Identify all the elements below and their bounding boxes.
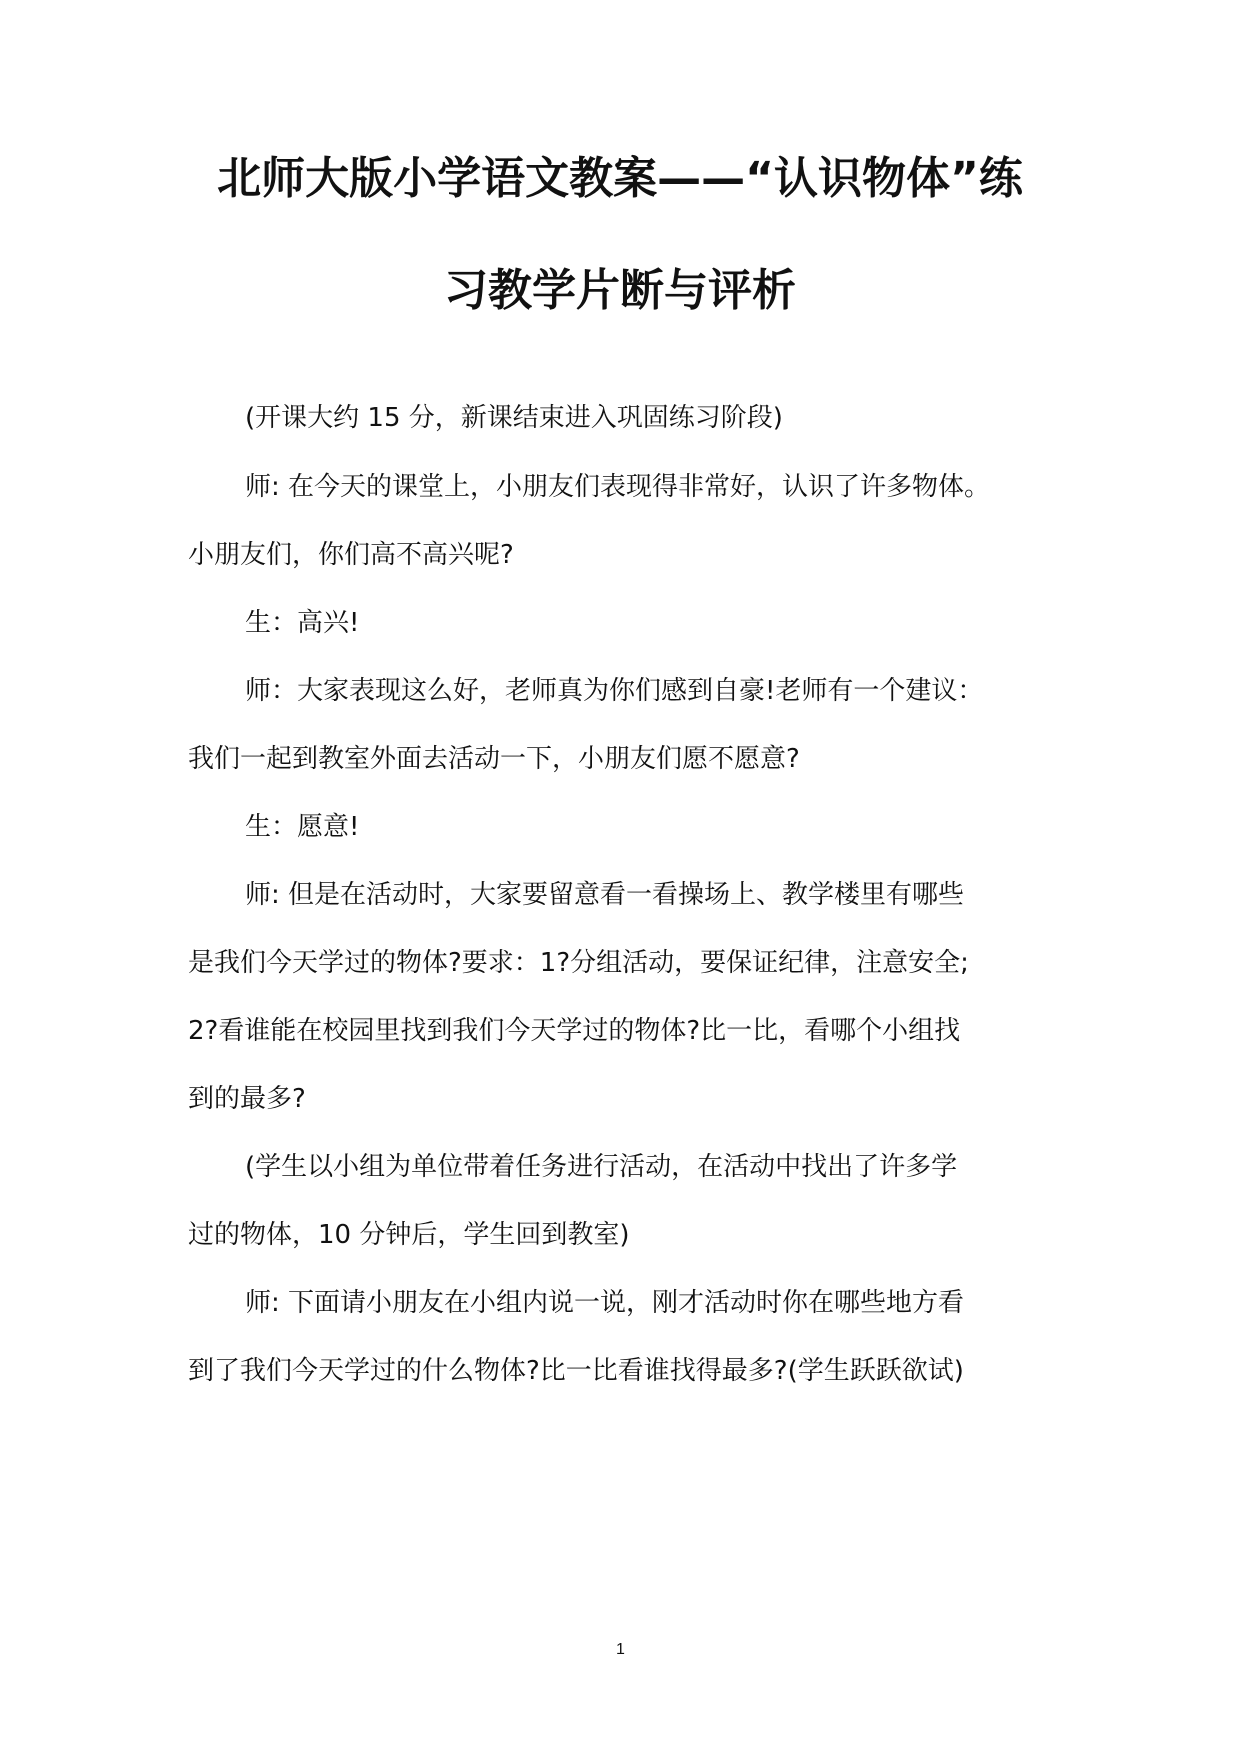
document-title-line-1: 北师大版小学语文教案——“认识物体”练 <box>217 153 1023 204</box>
body-line: 生：高兴! <box>245 608 360 638</box>
body-line: 小朋友们，你们高不高兴呢? <box>188 540 514 570</box>
body-line: 2?看谁能在校园里找到我们今天学过的物体?比一比，看哪个小组找 <box>188 1016 961 1046</box>
body-line: (学生以小组为单位带着任务进行活动，在活动中找出了许多学 <box>245 1152 958 1182</box>
document-title-line-2: 习教学片断与评析 <box>444 265 796 316</box>
body-line: 到的最多? <box>188 1084 306 1114</box>
body-line: (开课大约 15 分，新课结束进入巩固练习阶段) <box>245 403 783 433</box>
body-line: 是我们今天学过的物体?要求：1?分组活动，要保证纪律，注意安全; <box>188 948 969 978</box>
page-number: 1 <box>616 1641 625 1658</box>
body-line: 生：愿意! <box>245 812 360 842</box>
body-line: 师: 但是在活动时，大家要留意看一看操场上、教学楼里有哪些 <box>245 880 965 910</box>
body-line: 我们一起到教室外面去活动一下，小朋友们愿不愿意? <box>188 744 800 774</box>
body-line: 师：大家表现这么好，老师真为你们感到自豪!老师有一个建议： <box>245 676 984 706</box>
body-line: 到了我们今天学过的什么物体?比一比看谁找得最多?(学生跃跃欲试) <box>188 1356 964 1386</box>
body-line: 师: 在今天的课堂上，小朋友们表现得非常好，认识了许多物体。 <box>245 472 991 502</box>
body-line: 师: 下面请小朋友在小组内说一说，刚才活动时你在哪些地方看 <box>245 1288 965 1318</box>
body-line: 过的物体，10 分钟后，学生回到教室) <box>188 1220 630 1250</box>
